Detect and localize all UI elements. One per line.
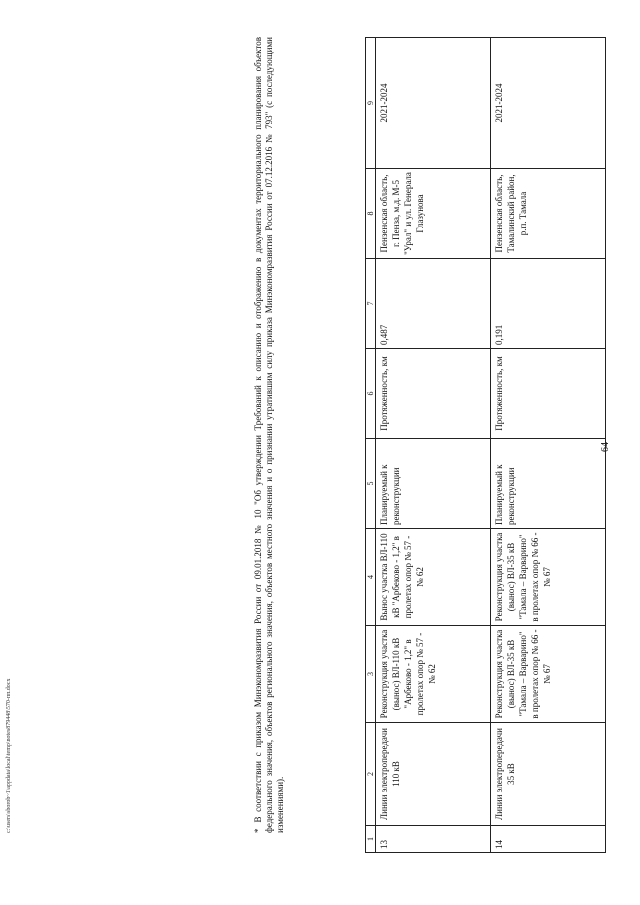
object-status: Планируемый к реконструкции (376, 439, 491, 529)
column-number: 6 (366, 349, 376, 439)
column-number: 7 (366, 259, 376, 349)
column-number: 8 (366, 169, 376, 259)
object-status: Планируемый к реконструкции (491, 439, 606, 529)
object-period: 2021-2024 (491, 38, 606, 169)
object-location: Пензенская область, Тамалинский район, р.п. Тамала (491, 169, 606, 259)
column-number: 9 (366, 38, 376, 169)
footnote-text: В соответствии с приказом Минэкономразвития России от 09.01.2018 № 10 "Об утверждении Требований к описанию и отображению в документах территориального планирования объектов федерального значения, объектов регионального значения, объектов местного значения и о признании утратившим силу приказа Минэкономразвития России от 07.12.2016 № 793" (с последующими изменениями). (253, 37, 285, 833)
row-number: 14 (491, 826, 606, 853)
object-name: Реконструкция участка (вынос) ВЛ-35 кВ "Тамала – Варварино" в пролетах опор № 66 - № 67 (491, 626, 606, 723)
column-number: 1 (366, 826, 376, 853)
column-number: 5 (366, 439, 376, 529)
objects-table (365, 37, 606, 853)
object-characteristic: Протяженность, км (491, 349, 606, 439)
file-path: c:\users\sborob~1\appdata\local\temp\notes879448\570-пп.docx (6, 678, 12, 833)
column-number: 4 (366, 529, 376, 626)
object-value: 0,191 (491, 259, 606, 349)
column-number: 2 (366, 723, 376, 826)
footnote (253, 37, 286, 833)
object-description: Вынос участка ВЛ-110 кВ "Арбеково - 1,2" в пролетах опор № 57 - № 62 (376, 529, 491, 626)
page-number: 64 (600, 442, 611, 452)
footnote-marker: * (253, 828, 263, 833)
table-row (376, 38, 491, 853)
object-period: 2021-2024 (376, 38, 491, 169)
object-location: Пензенская область, г. Пенза, м.д. М-5 "Урал" и ул. Генерала Глазунова (376, 169, 491, 259)
object-description: Реконструкция участка (вынос) ВЛ-35 кВ "Тамала – Варварино" в пролетах опор № 66 - № 67 (491, 529, 606, 626)
object-type: Линии электропередачи 35 кВ (491, 723, 606, 826)
object-value: 0,487 (376, 259, 491, 349)
column-number-row (366, 38, 376, 853)
row-number: 13 (376, 826, 491, 853)
object-characteristic: Протяженность, км (376, 349, 491, 439)
column-number: 3 (366, 626, 376, 723)
object-name: Реконструкция участка (вынос) ВЛ-110 кВ "Арбеково - 1,2" в пролетах опор № 57 - № 62 (376, 626, 491, 723)
object-type: Линии электропередачи 110 кВ (376, 723, 491, 826)
table-row (491, 38, 606, 853)
